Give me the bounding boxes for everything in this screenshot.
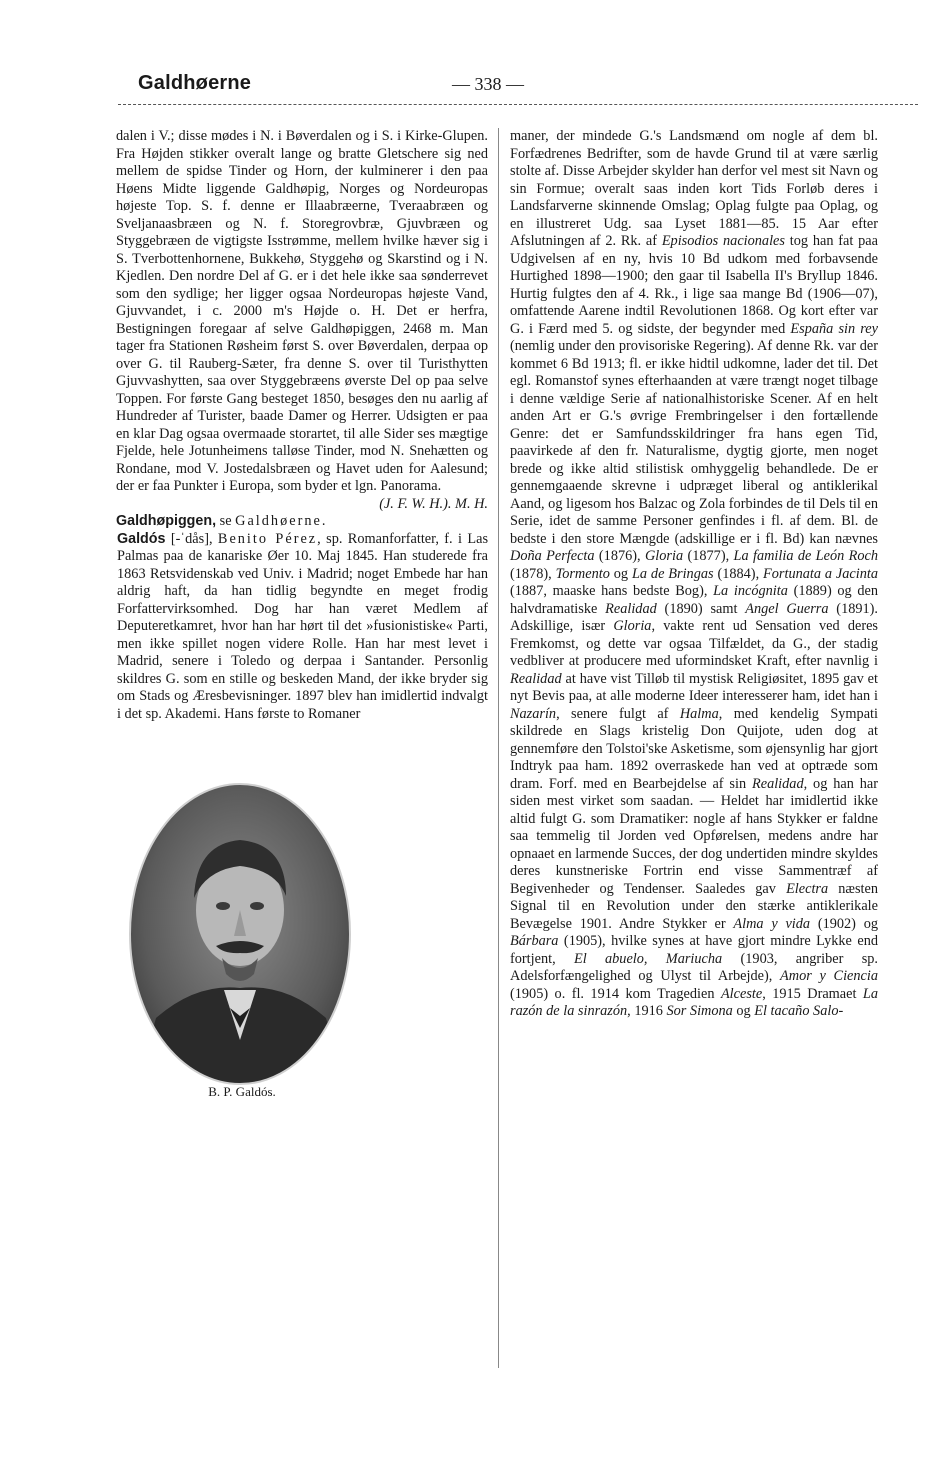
work-title: El tacaño Salo- — [754, 1003, 844, 1019]
work-title: Electra — [786, 880, 829, 897]
headword-galdos: Galdós — [117, 530, 166, 547]
portrait-caption: B. P. Galdós. — [208, 1084, 276, 1099]
text-run: (1878), — [510, 565, 556, 582]
work-title: El abuelo, Mariucha — [573, 950, 723, 967]
work-title: Episodios nacionales — [661, 233, 785, 249]
text-run: (1887, maaske hans bedste Bog), — [510, 583, 714, 599]
work-title: La incógnita — [713, 583, 788, 599]
text-run: (1890) samt — [656, 600, 746, 617]
galdos-continuation — [510, 128, 878, 1021]
work-title: Bárbara — [510, 933, 559, 949]
entry-galdos — [116, 531, 488, 724]
portrait-figure — [126, 778, 358, 1108]
running-header — [138, 72, 888, 100]
work-title: Realidad — [510, 670, 562, 687]
work-title: Nazarín — [510, 705, 557, 722]
entry-text: , sp. Romanforfatter, f. i Las Palmas paa de kanariske Øer 10. Maj 1845. Han studerede fra 1863 Retsvidenskab ved Univ. i Madrid; noget Embede har han aldrig haft, da han tidlig begyndte en meget frodig Forfattervirksomhed. Dog har han været Medlem af Deputeretkamret, hvor han har hørt til det »fusionistiske« Parti, men ikke spillet nogen videre Rolle. Han har mest levet i Madrid, senere i Toledo og derpaa i Santander. Personlig skildres G. som en stille og beskeden Mand, der ikke bryder sig om Stads og Æresbevisninger. 1897 blev han imidlertid indvalgt i det sp. Akademi. Hans første to Romaner — [117, 530, 489, 722]
page-number: — 338 — — [452, 74, 524, 94]
text-run: (1891). Adskillige, især — [510, 600, 878, 634]
work-title: Fortunata a Jacinta — [763, 565, 878, 582]
entry-text: se — [216, 513, 236, 529]
header-rule — [118, 104, 918, 105]
work-title: La razón de la sinrazón — [510, 985, 879, 1019]
work-title: La de Bringas — [631, 565, 714, 582]
text-run: , 1916 — [627, 1003, 667, 1019]
text-run: (1902) og — [810, 915, 878, 932]
text-run: (1905), hvilke synes at have gjort mindre Lykke end fortjent, — [510, 933, 878, 967]
right-column — [510, 128, 878, 1021]
text-run: (1884), — [713, 565, 764, 582]
galdhoerne-continuation: dalen i V.; disse mødes i N. i Bøverdalen og i S. i Kirke-Glupen. Fra Højden stikker overalt lange og bratte Gletschere sig ned mellem de spidse Tinder og Horn, der kulminerer i den paa Høens Midte liggende Galdhøpig, Norges og Nordeuropas højeste Top. S. f. denne er Illaabræerne, Tveraabræen og Sveljanaasbræen og N. f. Storegrovbræ, Gjuvbræen og Styggebræen de vigtigste Isstrømme, mellem hvilke hæver sig i S. Tverbottenhornene, Bukkehø, Styggehø og Skarstind og i N. Kjedlen. Den nordre Del af G. er i det hele ikke saa sønderrevet som den sydlige; her ligger ogsaa Nordeuropas højeste Vand, Gjuvvandet, i c. 2000 m's Højde o. H. Det er herfra, Bestigningen foregaar af selve Galdhøpiggen, 2468 m. Man tager fra Stationen Røsheim først S. over Bøverdalen, derpaa op over G. til Rauberg-Sæter, fra denne S. over til Turisthytten Gjuvvashytten, saa over Styggebræens øverste Del op paa selve Toppen. For første Gang besteget 1850, besøges den nu aarlig af Hundreder af Turister, baade Damer og Herrer. Udsigten er paa en klar Dag ogsaa overmaade storartet, til alle Sider ses mægtige Fjelde, hele Jotunheimens talløse Tinder, mod N. Snehætten og Rondane, mod V. Jostedalsbræen og Havet uden for Aalesund; der er faa Punkter i Europa, som byder et lgn. Panorama. — [116, 128, 488, 494]
work-title: España sin rey — [790, 320, 878, 337]
text-run: (1905) o. fl. 1914 kom Tragedien — [510, 985, 721, 1002]
text-run: , senere fulgt af — [556, 705, 680, 722]
work-title: Tormento — [555, 565, 610, 582]
work-title: Halma — [679, 705, 719, 722]
text-run: (1889) og den halvdramatiske — [510, 583, 879, 617]
text-run: , og han har siden mest virket som saadan. — Heldet har imidlertid ikke altid fulgt G. som Dramatiker: nogle af hans Stykker er faldne saa temmelig til Jorden ved Opførelsen, medens andre har opnaaet en larmende Succes, der dog undertiden mindre skyldes deres kunstneriske Fortrin end visse Sammentræf af Begivenheder og Tendenser. Saaledes gav — [510, 775, 878, 897]
text-run: (1876), — [594, 548, 645, 564]
text-run: (1903, angriber sp. Adelsforfængelighed og Ulyst til Arbejde), — [510, 950, 878, 984]
text-run: og — [732, 1003, 755, 1019]
text-run: (nemlig under den provisoriske Regering). Af denne Rk. var der kommet 6 Bd 1913; fl. er ikke hidtil udkomne, lader det til. Det egl. Romanstof synes efterhaanden at være trængt noget tilbage i denne vældige Serie af nationalhistoriske Scener. Af en helt anden Art er G.'s øvrige Frembringelser i den fortællende Genre: det er Samfundsskildringer fra hans egen Tid, paavirkede af den fr. Naturalisme, dygtig gjorte, men noget brede og ikke altid stilistisk omhyggelig behandlede. De er gennemgaaende skrevne i udpræget liberal og antiklerikal Aand, og ligesom hos Balzac og Zola forbindes de til Dels til en Serie, idet de samme Personer genfindes i fl. af dem. Bl. de bedste i den store Mængde (adskillige er i fl. Bd) kan nævnes — [510, 338, 878, 547]
work-title: Realidad — [605, 600, 657, 617]
work-title: Angel Guerra — [745, 600, 829, 617]
text-run: næsten Signal til en Revolution under den stærke antiklerikale Bevægelse 1901. Andre Stykker er — [510, 880, 878, 932]
text-run: , vakte rent ud Sensation ved deres Fremkomst, og dette var ogsaa Tilfældet, da G., der stadig vedbliver at producere med uformindsket Kraft, efter navnlig i — [510, 618, 878, 669]
work-title: Gloria — [613, 618, 652, 634]
headword-galdhopiggen: Galdhøpiggen, — [116, 513, 217, 529]
page-title: Galdhøerne — [138, 72, 252, 94]
text-run: (1877), — [683, 548, 734, 564]
column-divider — [498, 128, 499, 1368]
work-title: Doña Perfecta — [510, 548, 595, 564]
author-signature: (J. F. W. H.). M. H. — [379, 495, 488, 512]
text-run: at have vist Tilløb til mystisk Religiøsitet, 1895 gav et nyt Bevis paa, at alle moderne Ideer interesserer ham, idet han i — [510, 670, 878, 704]
text-run: tog han fat paa Udgivelsen af en ny, hvis 10 Bd udkom med forbavsende Hurtighed 1898—1900; den gaar til Isabella II's Bryllup 1846. Hurtig fulgtes den af 4. Rk., i lige saa mange Bd (1906—07), omfattende Aarene indtil Revolutionen 1868. Og kort efter var G. i Færd med 5. og sidste, der begynder med — [510, 233, 878, 337]
text-run: og — [609, 565, 632, 582]
work-title: Realidad — [751, 775, 804, 792]
cross-reference: Galdhøerne. — [235, 513, 328, 529]
work-title: Alma y vida — [733, 915, 811, 932]
work-title: Amor y Ciencia — [780, 968, 879, 984]
text-run: , med kendelig Sympati skildrede en Slags kristelig Don Quijote, uden dog at gennemføre den Tolstoi'ske Asketisme, som øjensynlig har gjort Indtryk paa ham. 1892 overraskede han ved at optræde som dram. Forf. med en Bearbejdelse af sin — [510, 705, 878, 792]
text-run: maner, der mindede G.'s Landsmænd om nogle af dem bl. Forfædrenes Bedrifter, som de havde Grund til at være særlig stolte af. Disse Arbejder skylder han derfor vel mest sit Navn og sin Formue; overalt saas inden kort Tids Forløb deres i Landsfarverne skinnende Omslag; Oplag fulgte paa Oplag, og en illustreret Udg. saa Lyset 1881—85. 15 Aar efter Afslutningen af 2. Rk. af — [510, 128, 878, 249]
text-run: , 1915 Dramaet — [762, 985, 863, 1002]
pronunciation: [-ˈdås], — [165, 530, 218, 547]
work-title: Gloria — [644, 548, 684, 564]
entry-galdhopiggen — [116, 513, 488, 531]
full-name: Benito Pérez — [217, 530, 318, 547]
work-title: La familia de León Roch — [733, 548, 879, 564]
portrait-photo-icon — [126, 778, 354, 1090]
work-title: Alceste — [720, 985, 763, 1002]
work-title: Sor Simona — [666, 1003, 733, 1019]
